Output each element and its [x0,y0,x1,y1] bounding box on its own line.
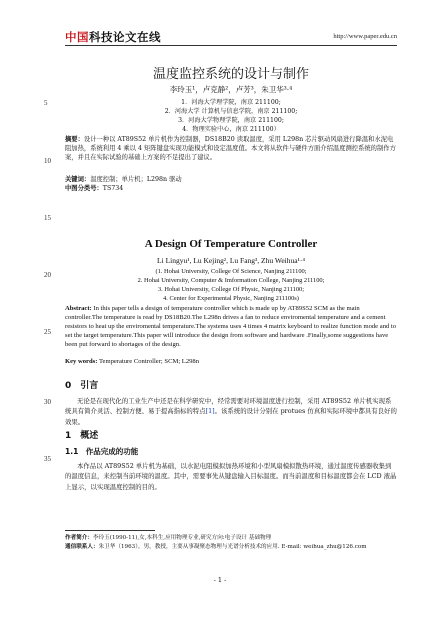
clc-zh: 中图分类号：TS734 [65,185,124,192]
affiliation-en: 2. Hohai University, Computer & Imformation College, Nanjing 211100; [137,277,325,284]
affiliation-zh: 1．河海大学理学院，南京 211100; [181,99,281,106]
header-rule [65,45,397,46]
line-number: 35 [44,455,51,463]
subsection-title: 1.1 作品完成的功能 [65,447,139,456]
citation-link[interactable]: [1] [205,407,215,416]
affiliation-en: 4. Center for Experimental Physic, Nanjing 211100s) [163,295,299,302]
footnote-author: 作者简介：李玲玉(1990-11),女,本科生,应用物理专业,研究方向:电子设计 基础物理 [65,535,272,541]
line-number: 10 [44,157,51,165]
intro-paragraph: 无论是在现代化的工业生产中还是在科学研究中，经常需要对环境温度进行控制，采用 AT89S52 单片机实现系统具有简介灵活、控制方便、易于提高指标的特点[1]。该系统的设计分别在 protues 仿真和实际环境中都具有良好的效果。 [65,397,397,426]
section-title-overview: 1 概述 [65,431,99,441]
subsection-paragraph: 本作品以 AT89S52 单片机为基础，以水泥电阻模拟加热环境和小型风扇模拟散热环境，通过温度传感器收集到的温度信息，来控制当前环境的温度。其中，需要事先从键盘输入目标温度。而当前温度和目标温度都会在 LCD 液晶上显示，以实现温度控制的目的。 [65,462,397,491]
affiliation-zh: 3．河海大学物理学院，南京 211100; [178,117,284,124]
keywords-en: Key words: Temperature Controller; SCM; L298n [65,358,200,365]
page-number: - 1 - [213,576,227,584]
title-en: A Design Of Temperature Controller [144,238,318,250]
page-header [65,28,397,46]
section-title-intro: 0 引言 [65,381,99,391]
affiliation-zh: 2．河海大学 计算机与信息学院，南京 211100; [164,108,298,115]
keywords-zh: 关键词：温度控制；单片机；L298n 驱动 [65,176,182,183]
authors-en: Li Lingyu¹, Lu Kejing², Lu Fang³, Zhu Weihua¹·⁴ [157,256,305,265]
line-number: 30 [44,398,51,406]
site-logo: 中国科技论文在线 [65,30,161,44]
line-number: 25 [44,328,51,336]
site-url[interactable]: http://www.paper.edu.cn [333,33,397,40]
line-number: 20 [44,271,51,279]
line-number: 15 [44,214,51,222]
footnote-rule [65,530,155,531]
title-zh: 温度监控系统的设计与制作 [152,67,309,82]
abstract-zh: 摘要：设计一种以 AT89S52 单片机作为控制器，DS18B20 读取温度，采用 L298n 芯片驱动风扇进行降温和水泥电阻加热，系统利用 4 乘以 4 矩阵键盘实现功能模式和设定温度值。本文将从软件与硬件方面介绍温度测控系统的制作方案，并且在实际试验的基础上方案的不足提出了建议。 [65,136,396,162]
affiliation-zh: 4．物理实验中心，南京 211100） [182,126,280,133]
abstract-en: Abstract: In this paper tells a design of temperature controller which is made up by AT89S52 SCM as the main controller.The temperature is read by DS18B20.The L298n drives a fan to reduce enviromental temperature and a cement resistors to heat up the enviromental temperature.The systems uses 4 times 4 matrix keyboard to realize function mode and to set the target temperature.This paper will introduce the design from software and hardware .Finally,some suggestions have been put forward to shortages of the design. [65,305,397,348]
footnote-contact: 通信联系人：朱卫华（1963），男，教授，主要从事凝聚态物理与光谱分析技术的应用. E-mail: weihua_zhu@126.com [65,544,367,550]
line-number: 5 [44,99,48,107]
authors-zh: 李玲玉¹，卢克静²，卢芳³，朱卫华³·⁴ [169,85,293,94]
affiliation-en: 3. Hohai University, College Of Physic, Nanjing 211100; [157,286,305,293]
affiliation-en: (1. Hohai University, College Of Science, Nanjing 211100; [155,268,307,275]
